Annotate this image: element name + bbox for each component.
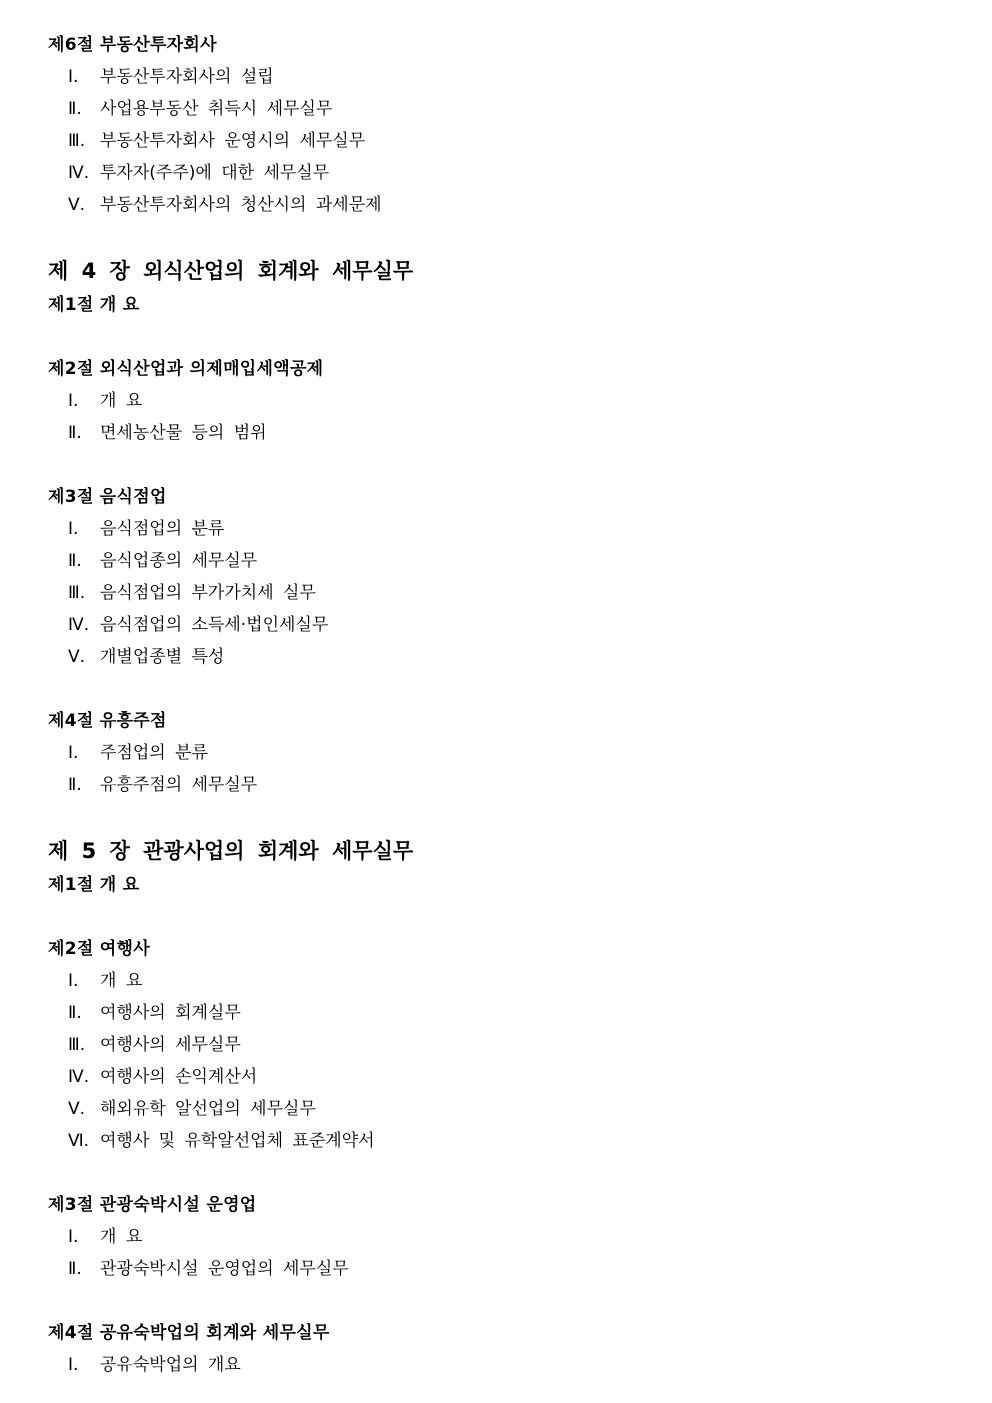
- item-title: 유흥주점의 세무실무: [100, 775, 258, 795]
- item-number: Ⅲ.: [68, 1035, 86, 1055]
- toc-item: [48, 997, 952, 1029]
- section-heading: 제1절 개 요: [48, 295, 140, 315]
- toc-item: [48, 125, 952, 157]
- spacer: [48, 901, 952, 933]
- item-number: Ⅳ.: [68, 1067, 90, 1087]
- toc-item: [48, 965, 952, 997]
- item-number: Ⅰ.: [68, 391, 79, 411]
- section-heading: 제2절 여행사: [48, 939, 150, 959]
- item-number: Ⅵ.: [68, 1131, 90, 1151]
- item-title: 투자자(주주)에 대한 세무실무: [100, 163, 330, 183]
- item-number: Ⅴ.: [68, 195, 86, 215]
- toc-item: [48, 385, 952, 417]
- chapter-heading: 제 5 장 관광사업의 회계와 세무실무: [48, 839, 414, 863]
- item-number: Ⅴ.: [68, 1099, 86, 1119]
- toc-item: [48, 61, 952, 93]
- item-title: 개별업종별 특성: [100, 647, 225, 667]
- item-title: 개 요: [100, 391, 143, 411]
- item-number: Ⅲ.: [68, 131, 86, 151]
- item-number: Ⅰ.: [68, 1227, 79, 1247]
- toc-item: [48, 417, 952, 449]
- item-title: 음식업종의 세무실무: [100, 551, 258, 571]
- spacer: [48, 801, 952, 833]
- toc-item: [48, 1029, 952, 1061]
- spacer: [48, 1157, 952, 1189]
- toc-item: [48, 157, 952, 189]
- item-title: 사업용부동산 취득시 세무실무: [100, 99, 333, 119]
- item-title: 부동산투자회사의 설립: [100, 67, 274, 87]
- section-heading: 제1절 개 요: [48, 875, 140, 895]
- item-title: 여행사 및 유학알선업체 표준계약서: [100, 1131, 375, 1151]
- section-heading: 제6절 부동산투자회사: [48, 35, 217, 55]
- item-title: 부동산투자회사 운영시의 세무실무: [100, 131, 366, 151]
- item-number: Ⅳ.: [68, 163, 90, 183]
- spacer: [48, 1285, 952, 1317]
- item-title: 음식점업의 분류: [100, 519, 225, 539]
- item-title: 개 요: [100, 971, 143, 991]
- item-number: Ⅱ.: [68, 551, 82, 571]
- item-number: Ⅱ.: [68, 99, 82, 119]
- item-number: Ⅴ.: [68, 647, 86, 667]
- section-heading: 제2절 외식산업과 의제매입세액공제: [48, 359, 324, 379]
- item-title: 여행사의 회계실무: [100, 1003, 241, 1023]
- item-title: 부동산투자회사의 청산시의 과세문제: [100, 195, 382, 215]
- toc-item: [48, 577, 952, 609]
- item-number: Ⅱ.: [68, 1003, 82, 1023]
- item-number: Ⅰ.: [68, 1355, 79, 1375]
- spacer: [48, 673, 952, 705]
- table-of-contents: [48, 29, 952, 1381]
- toc-item: [48, 1093, 952, 1125]
- section-heading: 제4절 유흥주점: [48, 711, 167, 731]
- chapter-heading: 제 4 장 외식산업의 회계와 세무실무: [48, 259, 414, 283]
- toc-item: [48, 545, 952, 577]
- item-title: 여행사의 손익계산서: [100, 1067, 258, 1087]
- item-number: Ⅰ.: [68, 971, 79, 991]
- item-title: 공유숙박업의 개요: [100, 1355, 241, 1375]
- item-title: 주점업의 분류: [100, 743, 208, 763]
- item-number: Ⅲ.: [68, 583, 86, 603]
- toc-item: [48, 1125, 952, 1157]
- item-number: Ⅰ.: [68, 743, 79, 763]
- spacer: [48, 449, 952, 481]
- item-number: Ⅰ.: [68, 67, 79, 87]
- toc-item: [48, 1221, 952, 1253]
- toc-item: [48, 609, 952, 641]
- item-number: Ⅰ.: [68, 519, 79, 539]
- item-title: 개 요: [100, 1227, 143, 1247]
- item-title: 여행사의 세무실무: [100, 1035, 241, 1055]
- item-title: 면세농산물 등의 범위: [100, 423, 267, 443]
- toc-item: [48, 1061, 952, 1093]
- item-number: Ⅱ.: [68, 423, 82, 443]
- item-number: Ⅳ.: [68, 615, 90, 635]
- section-heading: 제3절 관광숙박시설 운영업: [48, 1195, 257, 1215]
- spacer: [48, 221, 952, 253]
- toc-item: [48, 737, 952, 769]
- item-title: 음식점업의 소득세·법인세실무: [100, 615, 329, 635]
- toc-item: [48, 769, 952, 801]
- toc-item: [48, 189, 952, 221]
- section-heading: 제3절 음식점업: [48, 487, 167, 507]
- toc-item: [48, 1349, 952, 1381]
- item-title: 해외유학 알선업의 세무실무: [100, 1099, 316, 1119]
- toc-item: [48, 1253, 952, 1285]
- item-number: Ⅱ.: [68, 775, 82, 795]
- spacer: [48, 321, 952, 353]
- toc-item: [48, 513, 952, 545]
- toc-item: [48, 93, 952, 125]
- section-heading: 제4절 공유숙박업의 회계와 세무실무: [48, 1323, 330, 1343]
- item-number: Ⅱ.: [68, 1259, 82, 1279]
- toc-item: [48, 641, 952, 673]
- item-title: 관광숙박시설 운영업의 세무실무: [100, 1259, 349, 1279]
- item-title: 음식점업의 부가가치세 실무: [100, 583, 316, 603]
